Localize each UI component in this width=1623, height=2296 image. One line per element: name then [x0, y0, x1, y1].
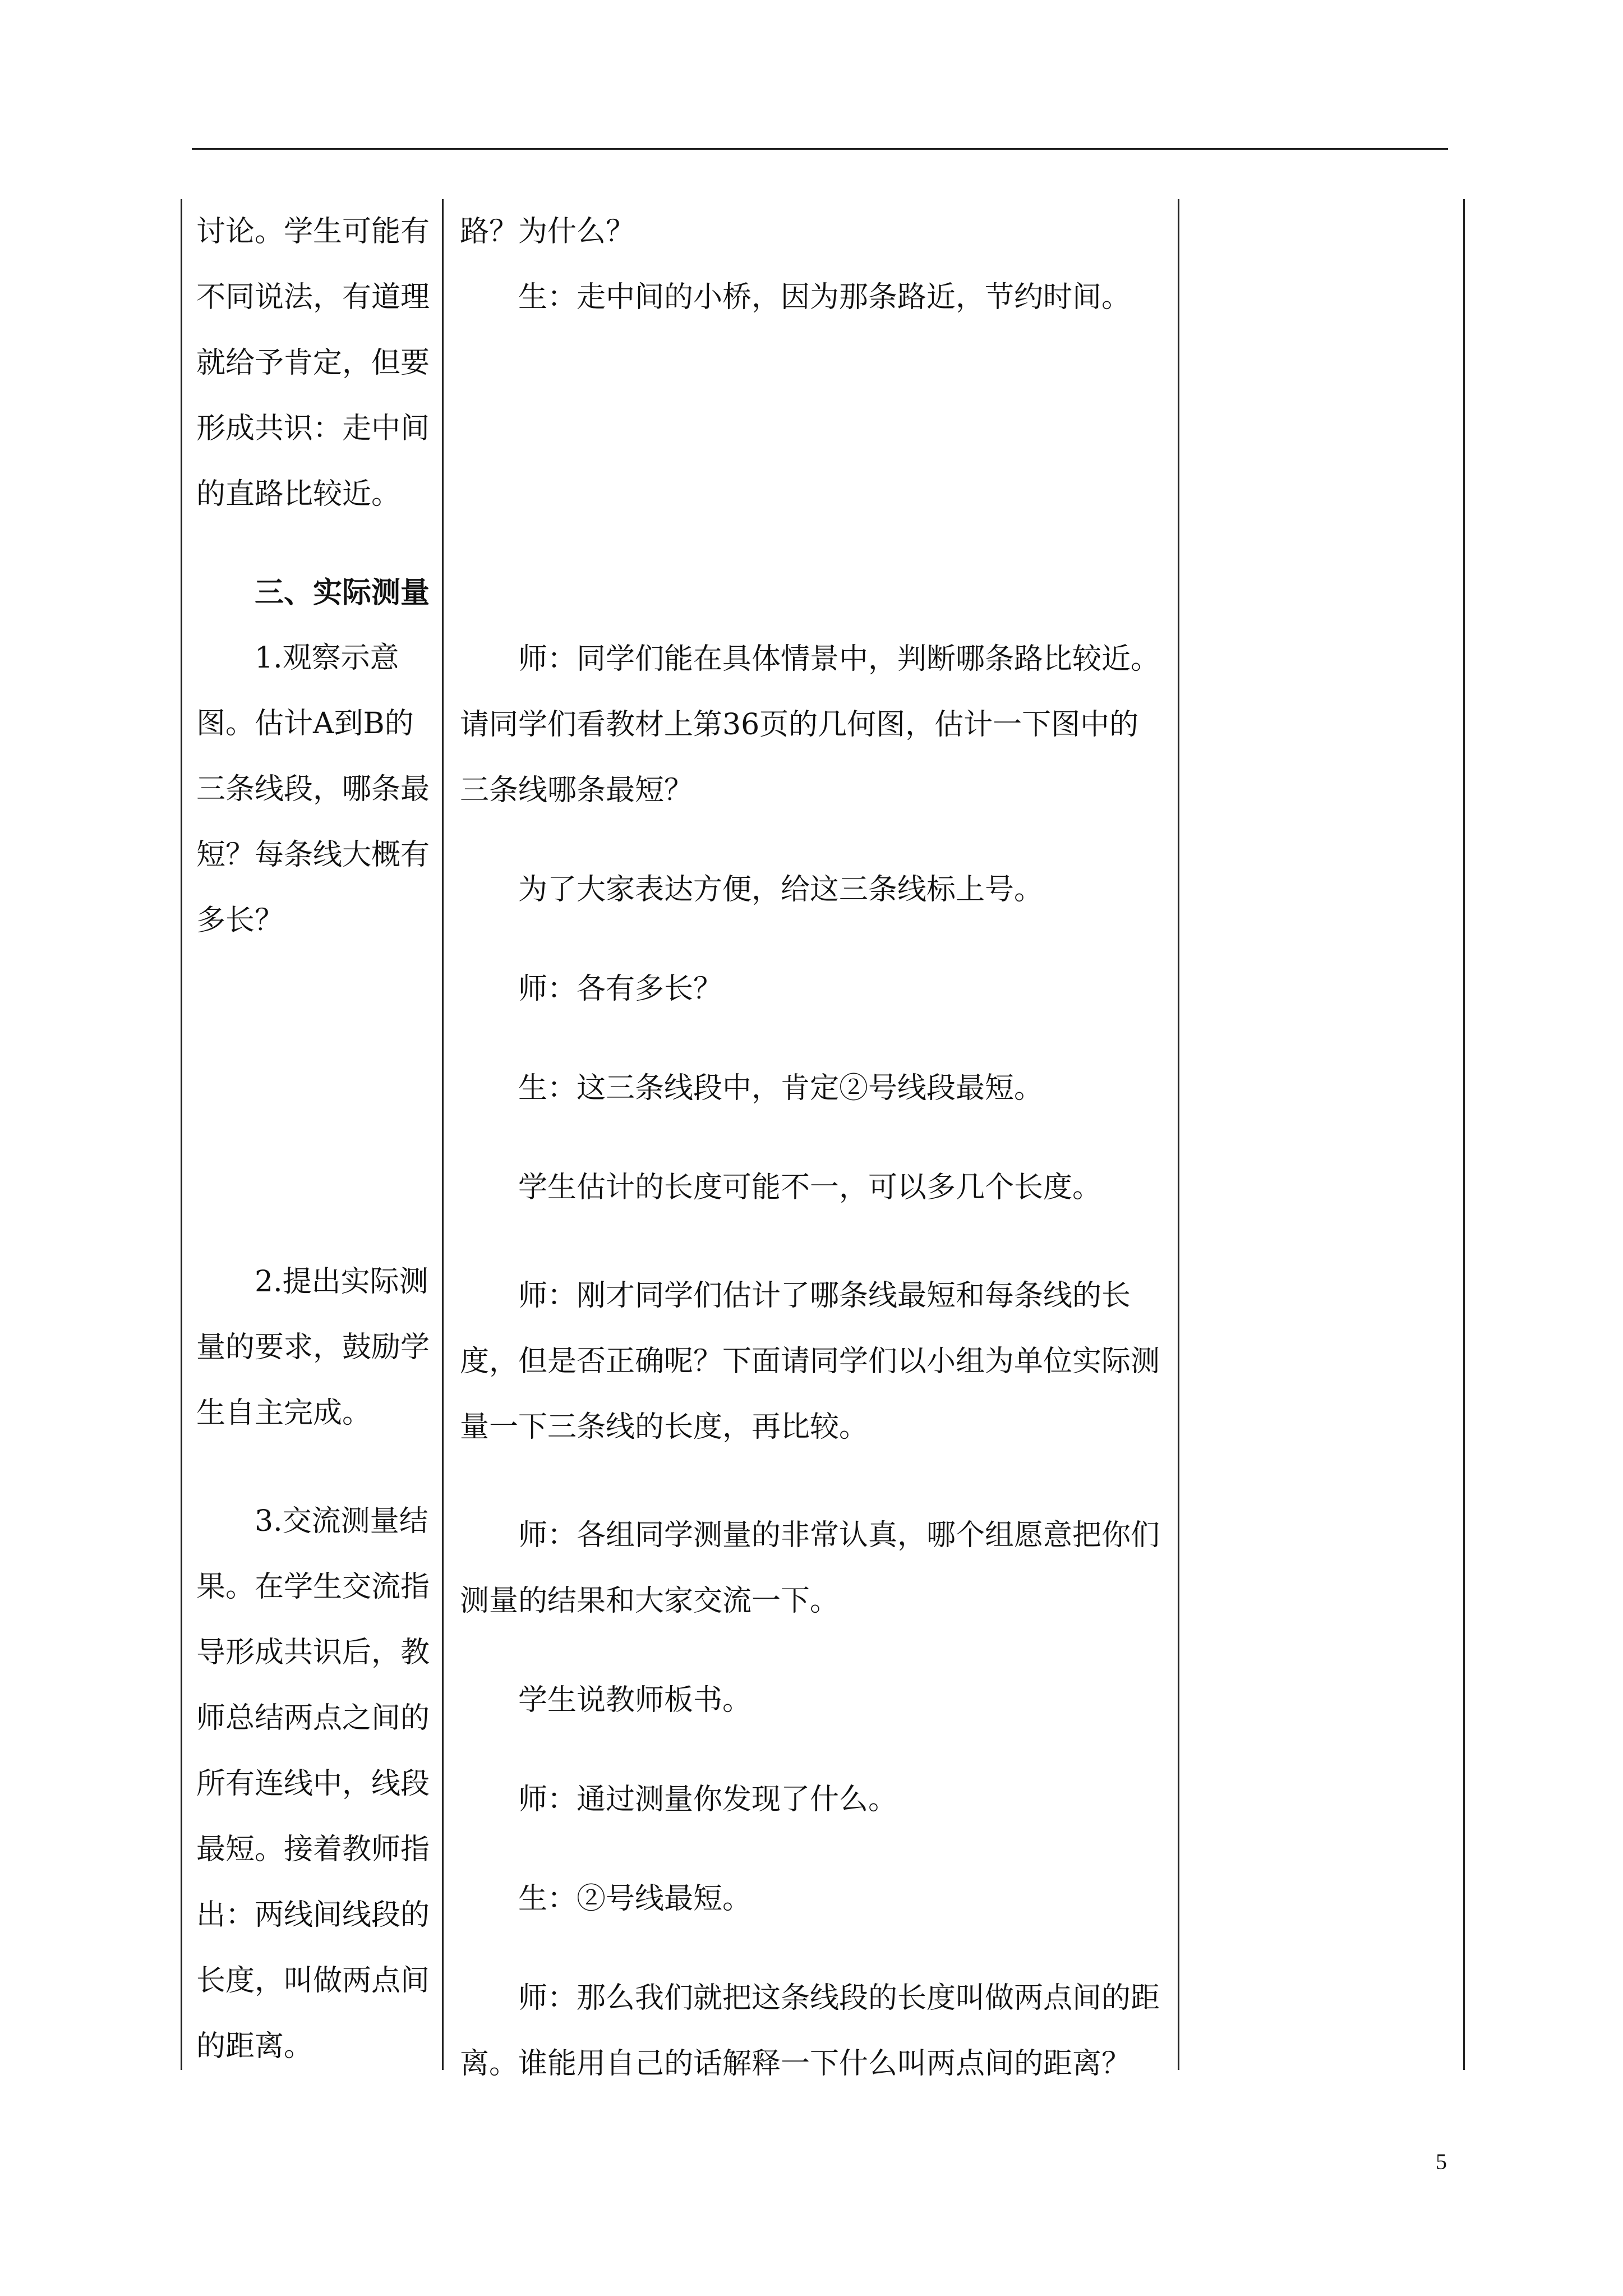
left-column [196, 199, 437, 2079]
page-number: 5 [1436, 2149, 1447, 2174]
dialog-1: 路？为什么？ [460, 215, 635, 249]
dialog-2: 生：走中间的小桥，因为那条路近，节约时间。 [518, 280, 1131, 314]
dialog-6: 生：这三条线段中，肯定②号线段最短。 [518, 1071, 1044, 1105]
table-border-col1 [442, 199, 444, 2070]
dialog-4: 为了大家表达方便，给这三条线标上号。 [518, 873, 1044, 907]
dialog-13: 师：那么我们就把这条线段的长度叫做两点间的距离。谁能用自己的话解释一下什么叫两点间的距离？ [460, 1981, 1160, 2081]
step-3: 3.交流测量结果。在学生交流指导形成共识后，教师总结两点之间的所有连线中，线段最短。接着教师指出：两线间线段的长度，叫做两点间的距离。 [196, 1504, 430, 2063]
right-column [460, 199, 1161, 2097]
table-border-col2 [1178, 199, 1179, 2070]
step-2: 2.提出实际测量的要求，鼓励学生自主完成。 [196, 1265, 430, 1430]
dialog-9: 师：各组同学测量的非常认真，哪个组愿意把你们测量的结果和大家交流一下。 [460, 1519, 1160, 1618]
table-border-right [1463, 199, 1465, 2070]
section-title: 三、实际测量 [255, 576, 430, 610]
dialog-10: 学生说教师板书。 [518, 1683, 752, 1717]
dialog-11: 师：通过测量你发现了什么。 [518, 1783, 898, 1816]
dialog-7: 学生估计的长度可能不一，可以多几个长度。 [518, 1171, 1102, 1204]
dialog-8: 师：刚才同学们估计了哪条线最短和每条线的长度，但是否正确呢？下面请同学们以小组为单位实际测量一下三条线的长度，再比较。 [460, 1279, 1160, 1444]
dialog-5: 师：各有多长？ [518, 972, 723, 1006]
left-intro: 讨论。学生可能有不同说法，有道理就给予肯定，但要形成共识：走中间的直路比较近。 [196, 215, 430, 511]
dialog-3: 师：同学们能在具体情景中，判断哪条路比较近。请同学们看教材上第36页的几何图，估计一下图中的三条线哪条最短？ [460, 642, 1160, 807]
dialog-12: 生：②号线最短。 [518, 1882, 752, 1916]
table-border-left [181, 199, 182, 2070]
step-1: 1.观察示意图。估计A到B的三条线段，哪条最短？每条线大概有多长？ [196, 641, 430, 937]
header-rule [192, 148, 1448, 150]
